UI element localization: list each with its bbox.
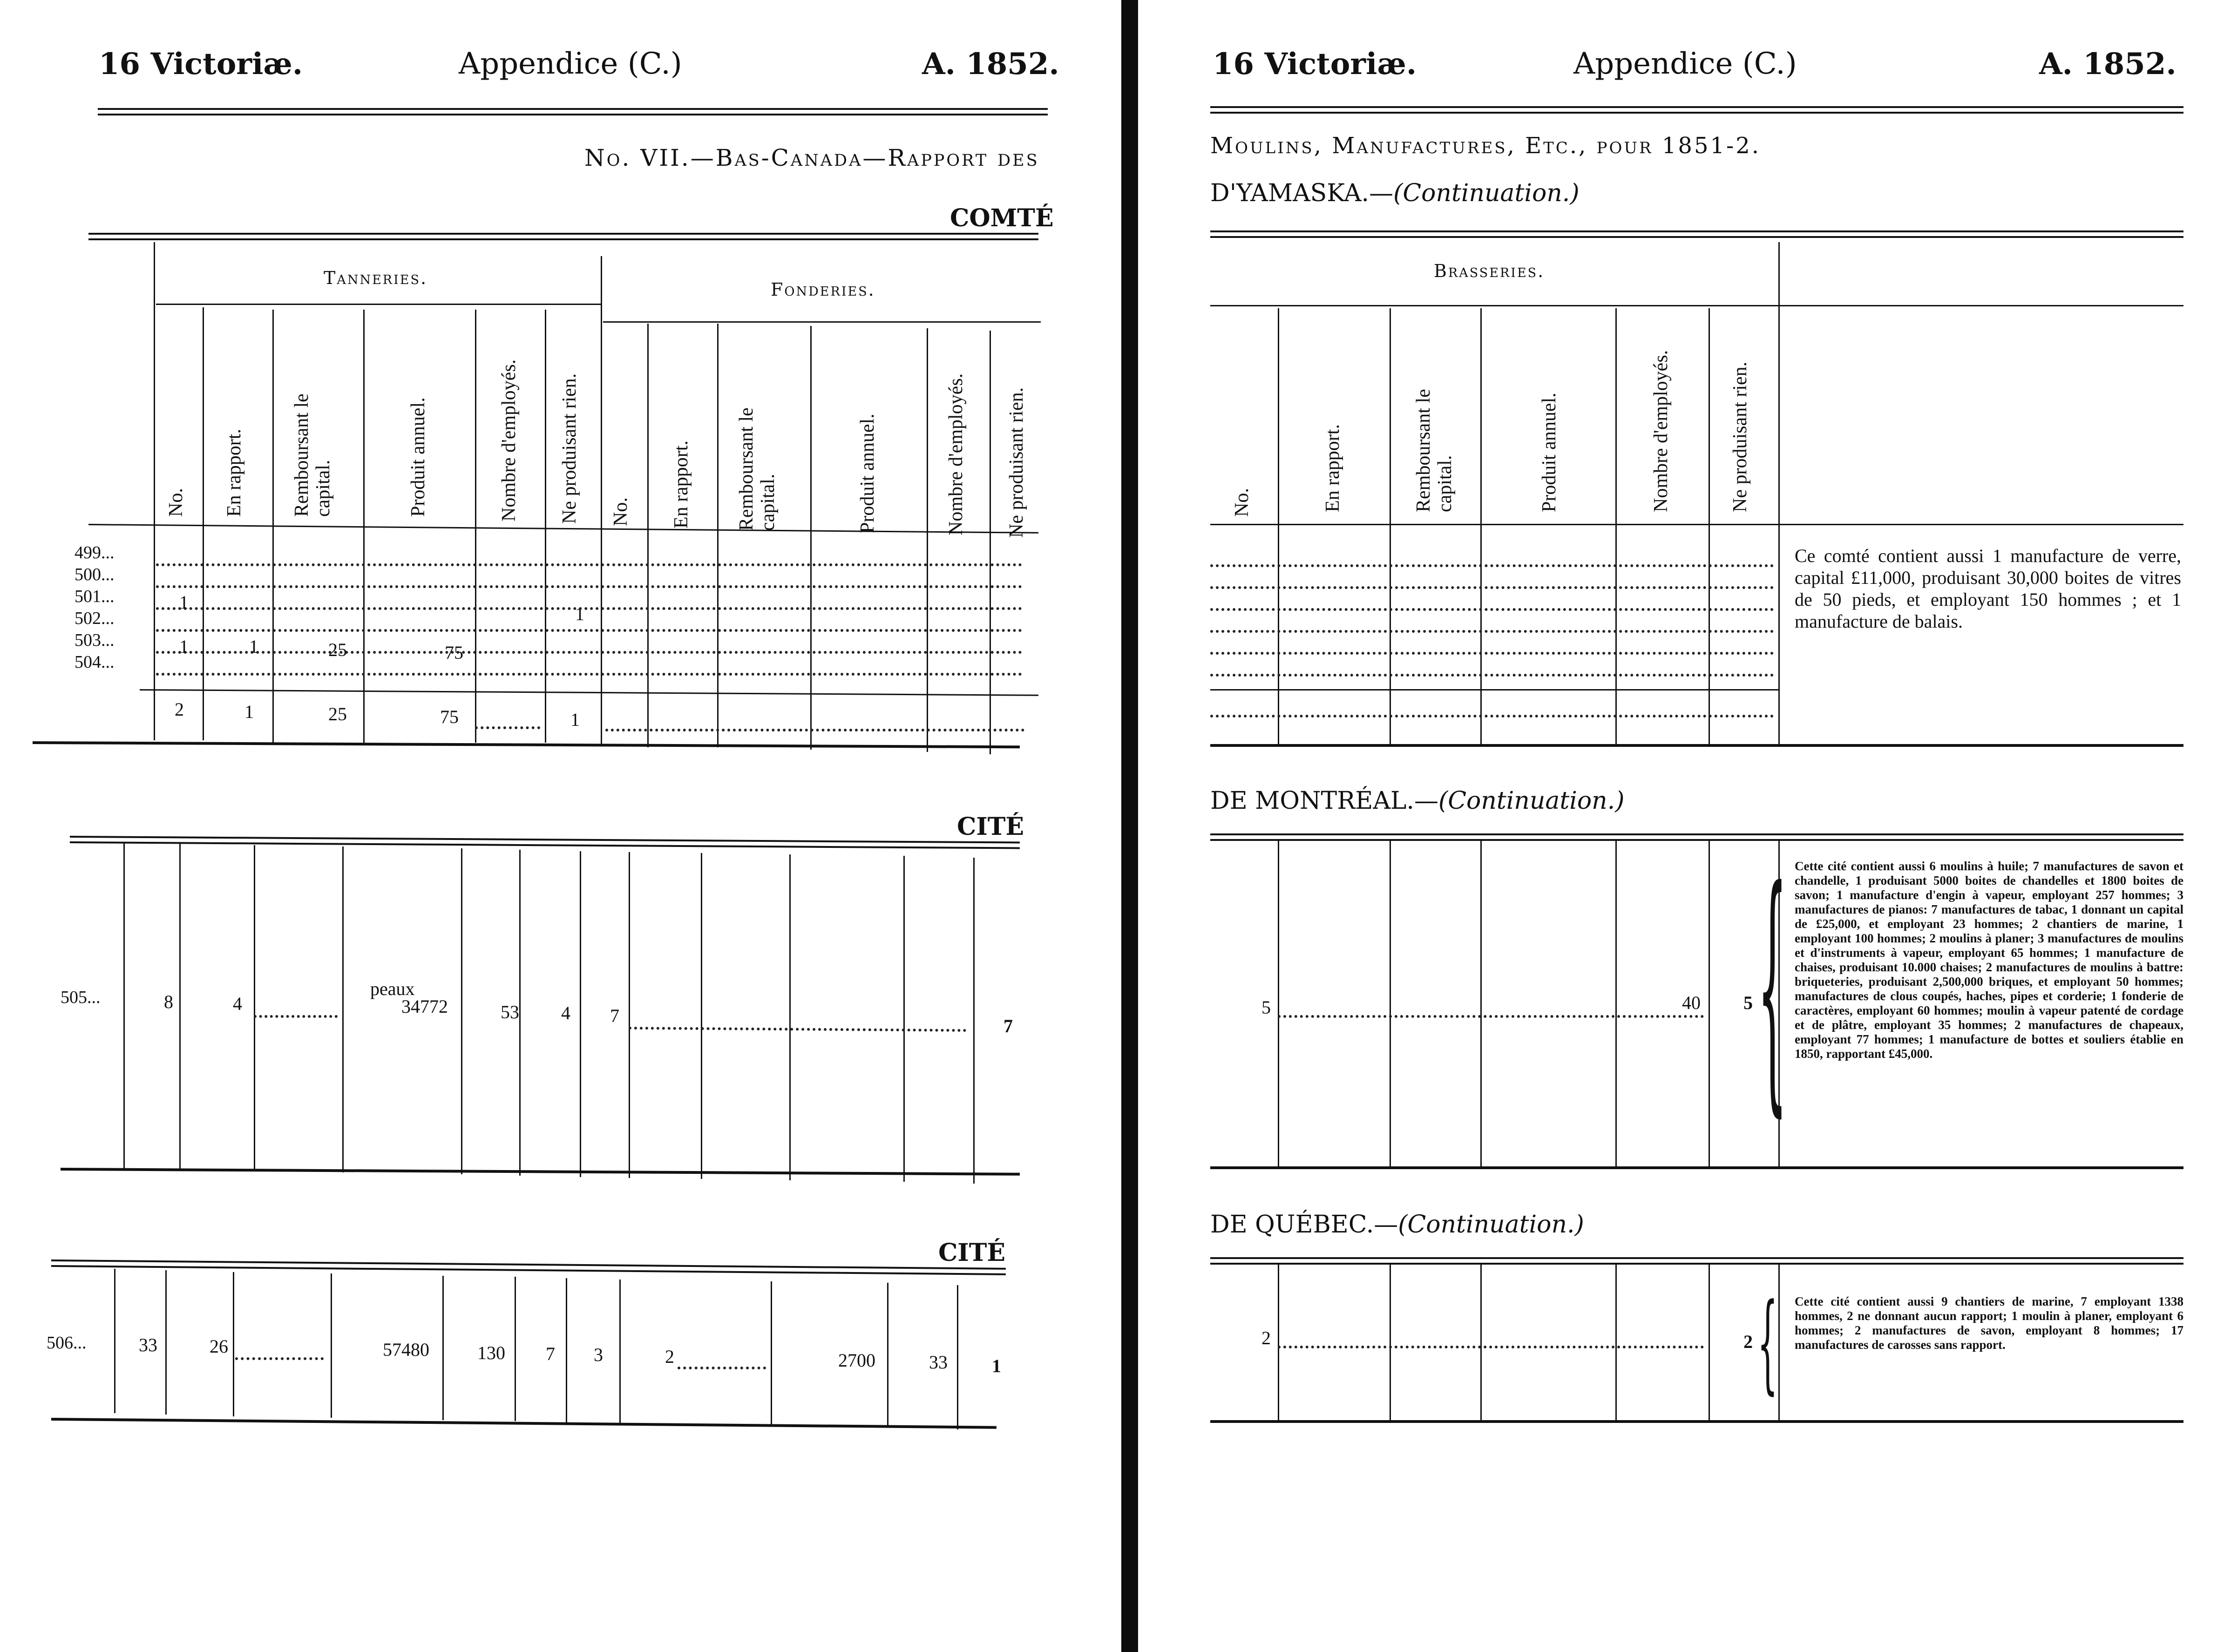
col-header-remboursant: Remboursant le capital. <box>1413 389 1456 512</box>
totals-rule <box>1210 689 1778 691</box>
cite2-bottom-rule <box>51 1418 997 1429</box>
col-line <box>601 256 602 745</box>
cell-506-prod: 57480 <box>383 1339 429 1360</box>
cell-505-ne: 4 <box>561 1002 570 1023</box>
dotted-leader <box>629 1027 966 1032</box>
montreal-note: Cette cité contient aussi 6 moulins à huile; 7 manufactures de savon et chandelle, 1 produisant 5000 boites de chandelles et 1800 boites de savon; 1 manufacture d'engin à vapeur, employant 257 hommes; 3 manufactures de pianos: 7 manufactures de tabac, 1 donnant un capital de £25,000, et employant 23 hommes; 2 chantiers de marine, 1 employant 100 hommes; 2 moulins à planer; 3 manufactures de moulins et d'instruments à vapeur, employant 65 hommes; 1 manufacture de chaises, produisant 10.000 chaises; 2 manufactures de moulins à battre: briqueteries, produisant 2,500,000 briques, et employant 50 hommes; manufactures de clous coupés, haches, pipes et corderie; 1 fonderie de caractères, employant 60 hommes; moulin à vapeur patenté de cordage et de plâtre, employant 35 hommes; 2 manufactures de chapeaux, employant 77 hommes; 1 manufacture de bottes et souliers établie en 1850, rapportant £45,000. <box>1795 859 2183 1061</box>
cell-505-no: 8 <box>164 991 173 1012</box>
running-head-right: A. 1852. <box>922 47 1059 81</box>
cite2-top-rule <box>51 1259 1006 1275</box>
cell-506-f-prod: 2700 <box>838 1350 875 1371</box>
col-header-nombre: Nombre d'employés. <box>498 359 520 521</box>
section-cite-2: CITÉ <box>938 1239 1006 1267</box>
cell-506-rapport: 26 <box>210 1336 228 1357</box>
table-top-rule <box>1210 230 2183 238</box>
cell-505-prod: 34772 <box>401 996 448 1017</box>
dotted-leader <box>254 1015 338 1018</box>
cell-506-no: 33 <box>139 1334 157 1355</box>
cell-total-ne: 1 <box>570 709 580 730</box>
col-header-produit: Produit annuel. <box>1539 393 1560 512</box>
col-header-en-rapport: En rapport. <box>224 429 245 517</box>
cell-506-ne: 7 <box>546 1343 555 1364</box>
fonderies-label: Fonderies. <box>771 279 875 300</box>
brace-icon: { <box>1757 1281 1778 1405</box>
running-head-left: 16 Victoriæ. <box>1213 47 1417 81</box>
header-bottom-rule <box>1210 524 2183 525</box>
col-header-remboursant-f: Remboursant le capital. <box>736 407 779 531</box>
running-head-center: Appendice (C.) <box>1573 47 1797 81</box>
col-header-produit: Produit annuel. <box>407 397 429 517</box>
cell-503-remb: 25 <box>328 639 347 660</box>
dotted-leader <box>1278 1346 1704 1348</box>
col-header-produit-f: Produit annuel. <box>857 413 878 533</box>
cell-quebec-no: 2 <box>1261 1327 1271 1348</box>
col-header-ne-produisant: Ne produisant rien. <box>559 373 580 524</box>
table-bottom-rule <box>33 741 1020 748</box>
fonderies-underline <box>603 321 1041 323</box>
yamaska-heading: D'YAMASKA.—(Continuation.) <box>1210 179 1580 207</box>
running-head-right: A. 1852. <box>2039 47 2177 81</box>
cell-montreal-nombre: 40 <box>1682 992 1701 1013</box>
section-cite-1: CITÉ <box>957 812 1024 841</box>
cell-505-prod-word: peaux <box>370 978 415 999</box>
col-line <box>810 326 812 750</box>
cell-505-nombre: 53 <box>501 1002 519 1022</box>
cell-total-rapport: 1 <box>244 701 254 722</box>
header-bottom-rule <box>88 524 1038 534</box>
running-head-left: 16 Victoriæ. <box>99 47 303 81</box>
quebec-heading: DE QUÉBEC.—(Continuation.) <box>1210 1211 1584 1239</box>
dotted-leader <box>1278 1015 1704 1018</box>
cite1-top-rule <box>70 836 1020 849</box>
quebec-bottom-rule <box>1210 1420 2183 1423</box>
row-label: 502... <box>75 609 115 628</box>
row-label-506: 506... <box>47 1333 87 1353</box>
section-comte: COMTÉ <box>950 204 1054 232</box>
totals-rule <box>140 689 1038 696</box>
table-top-rule <box>88 233 1038 240</box>
dotted-leader <box>678 1367 766 1369</box>
row-label-505: 505... <box>61 988 101 1007</box>
row-label: 504... <box>75 652 115 672</box>
cell-503-no: 1 <box>179 636 189 657</box>
col-header-no-f: No. <box>610 497 631 526</box>
tanneries-label: Tanneries. <box>324 268 428 288</box>
page-title: Moulins, Manufactures, Etc., pour 1851-2. <box>1210 133 1761 159</box>
col-line <box>475 310 476 743</box>
cell-505-rapport: 4 <box>233 993 242 1014</box>
head-rule <box>1210 106 2183 114</box>
montreal-top-rule <box>1210 833 2183 841</box>
row-label: 500... <box>75 565 115 584</box>
brasseries-underline <box>1210 305 2183 306</box>
cell-506-f-rapport: 2 <box>665 1346 674 1367</box>
col-header-en-rapport-f: En rapport. <box>671 440 692 528</box>
cite1-bottom-rule <box>61 1168 1020 1176</box>
cell-501-no: 1 <box>179 592 189 613</box>
yamaska-note: Ce comté contient aussi 1 manufacture de verre, capital £11,000, produisant 30,000 boites de vitres de 50 pieds, et employant 150 hommes ; et 1 manufacture de balais. <box>1795 545 2181 632</box>
col-line <box>717 324 719 747</box>
table-bottom-rule <box>1210 744 2183 747</box>
col-line <box>647 324 649 747</box>
col-line <box>927 328 928 752</box>
head-rule <box>98 108 1048 115</box>
cell-503-rapport: 1 <box>249 636 258 657</box>
cell-503-prod: 75 <box>445 642 463 663</box>
row-label: 499... <box>75 543 115 562</box>
page-title: No. VII.—Bas-Canada—Rapport des <box>584 144 1039 171</box>
col-header-remboursant: Remboursant le capital. <box>291 393 334 517</box>
brasseries-label: Brasseries. <box>1434 261 1545 281</box>
cell-506-f-ne: 1 <box>992 1355 1001 1376</box>
right-page <box>1138 0 2224 1652</box>
col-header-nombre-f: Nombre d'employés. <box>945 373 967 535</box>
cell-502-ne: 1 <box>575 603 584 624</box>
montreal-heading: DE MONTRÉAL.—(Continuation.) <box>1210 787 1625 815</box>
row-label: 503... <box>75 630 115 650</box>
quebec-top-rule <box>1210 1257 2183 1265</box>
quebec-note: Cette cité contient aussi 9 chantiers de marine, 7 employant 1338 hommes, 2 ne donnant aucun rapport; 1 moulin à planer, employant 6 hommes; 2 manufactures de savon, employant 8 hommes; 17 manufactures de carosses sans rapport. <box>1795 1294 2183 1352</box>
col-header-no: No. <box>1231 488 1253 517</box>
tanneries-underline <box>156 304 601 305</box>
montreal-bottom-rule <box>1210 1166 2183 1169</box>
cell-506-f-nombre: 33 <box>929 1352 948 1373</box>
cell-montreal-no: 5 <box>1261 997 1271 1018</box>
cell-montreal-ne: 5 <box>1743 992 1753 1013</box>
cell-505-f-ne: 7 <box>1004 1016 1013 1036</box>
cell-quebec-ne: 2 <box>1743 1331 1753 1352</box>
book-gutter <box>1121 0 1138 1652</box>
col-header-ne-produisant-f: Ne produisant rien. <box>1006 387 1027 538</box>
cell-505-f-no: 7 <box>610 1005 619 1026</box>
col-header-nombre: Nombre d'employés. <box>1650 350 1672 512</box>
cell-506-f-no: 3 <box>594 1344 603 1365</box>
running-head-center: Appendice (C.) <box>459 47 682 81</box>
col-line <box>990 331 991 754</box>
col-line <box>545 310 546 743</box>
col-header-ne-produisant: Ne produisant rien. <box>1729 361 1751 512</box>
row-label: 501... <box>75 587 115 606</box>
col-header-no: No. <box>165 488 187 517</box>
cell-total-remb: 25 <box>328 704 347 724</box>
col-line <box>154 242 155 740</box>
col-header-en-rapport: En rapport. <box>1322 424 1343 512</box>
cell-total-prod: 75 <box>440 706 459 727</box>
brace-icon: { <box>1757 835 1788 1139</box>
cell-total-no: 2 <box>175 699 184 720</box>
cell-506-nombre: 130 <box>477 1342 505 1363</box>
dotted-leader <box>235 1357 324 1360</box>
